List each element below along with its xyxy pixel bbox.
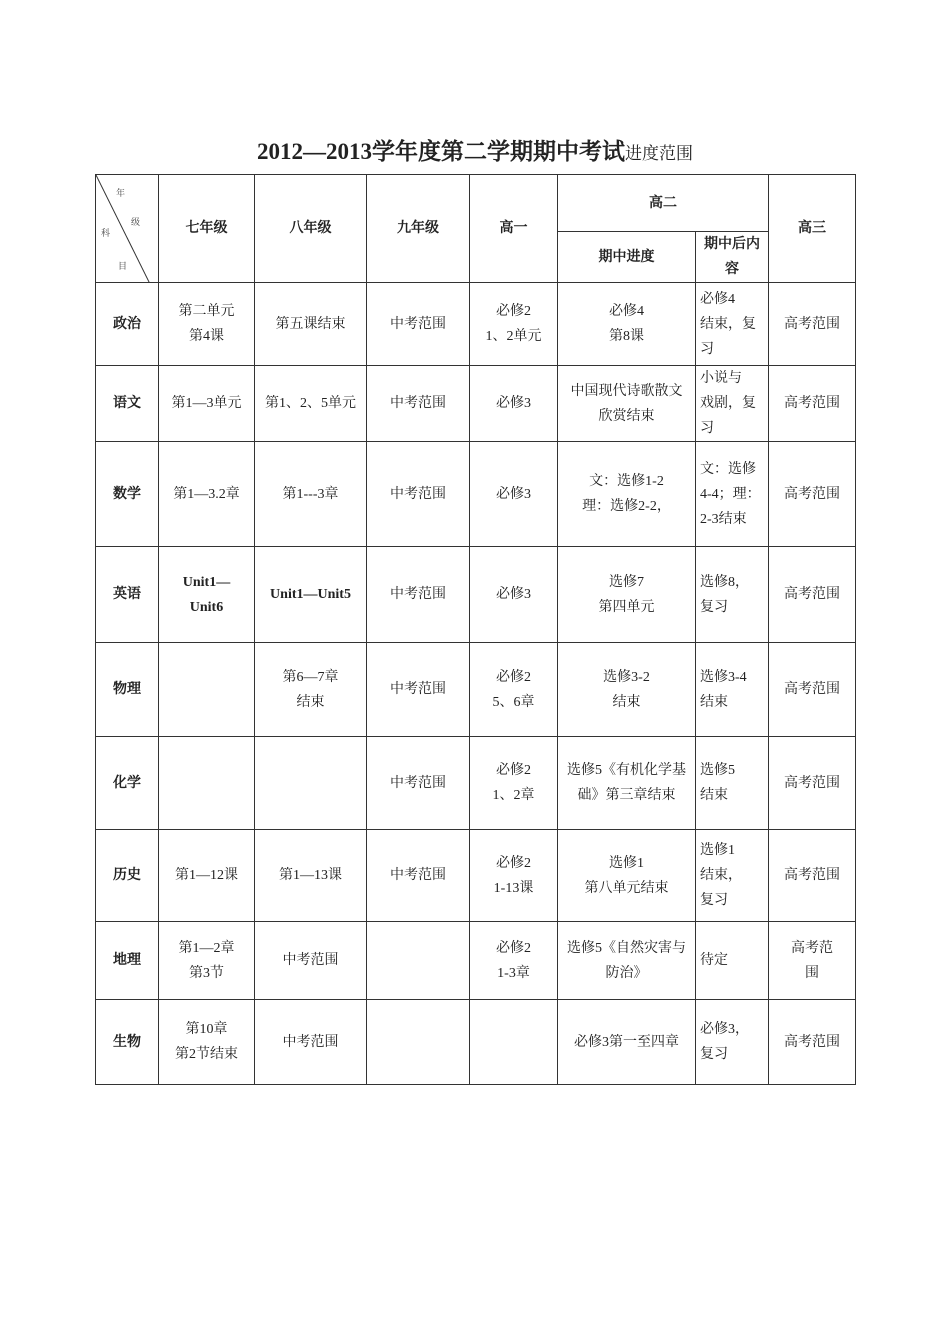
cell-grade-8 [255, 922, 367, 1000]
cell-grade-7 [159, 830, 255, 922]
table-row [96, 547, 856, 643]
cell-line: 1-13课 [493, 880, 534, 896]
cell-line: 结束 [296, 694, 325, 710]
cell-line: 必修2 [496, 940, 531, 956]
header-midterm-progress: 期中进度 [558, 232, 696, 283]
cell-line: 选修3-2 [603, 669, 650, 685]
cell-line: 结束，复 [700, 316, 756, 332]
cell-grade-9 [367, 547, 470, 643]
subject-label: 生物 [96, 1000, 159, 1085]
cell-senior-3 [769, 737, 856, 830]
cell-line: 5、6章 [492, 694, 535, 710]
cell-line: 必修3 [496, 587, 531, 602]
cell-line: 第1---3章 [282, 486, 339, 502]
header-grade-9: 九年级 [367, 175, 470, 283]
cell-line: 选修3-4 [700, 669, 747, 685]
cell-senior-3 [769, 643, 856, 737]
cell-grade-8 [255, 366, 367, 442]
cell-line: 第10章 [185, 1022, 228, 1037]
cell-senior-2-after [696, 366, 769, 442]
cell-grade-8 [255, 643, 367, 737]
cell-senior-1 [470, 737, 558, 830]
cell-line: 选修1 [609, 855, 644, 871]
header-after-midterm: 期中后内容 [696, 232, 769, 283]
cell-line: 中考范围 [390, 868, 446, 883]
cell-line: 理：选修2-2， [582, 499, 671, 514]
cell-line: 第1—2章 [178, 940, 235, 956]
cell-line: 2-3结束 [700, 511, 747, 527]
cell-grade-8 [255, 283, 367, 366]
subject-label: 历史 [96, 830, 159, 922]
cell-line: 第1—12课 [175, 868, 238, 883]
table-row [96, 1000, 856, 1085]
subject-label: 数学 [96, 442, 159, 547]
cell-line: 中考范围 [390, 775, 446, 791]
cell-line: 选修5《自然灾害与 [567, 940, 686, 956]
cell-senior-1 [470, 442, 558, 547]
cell-grade-7 [159, 922, 255, 1000]
cell-line: 选修8， [700, 574, 749, 590]
cell-line: 复习 [700, 893, 728, 908]
cell-line: Unit1—Unit5 [270, 587, 351, 602]
cell-line: 必修2 [496, 669, 531, 685]
cell-line: Unit1— [182, 574, 231, 590]
cell-senior-2-midterm [558, 1000, 696, 1085]
cell-line: 结束， [700, 868, 742, 883]
cell-line: 习 [700, 421, 714, 436]
cell-grade-9 [367, 442, 470, 547]
cell-line: 必修2 [496, 855, 531, 871]
title-main: 2012—2013学年度第二学期期中考试 [257, 139, 625, 164]
cell-grade-8 [255, 442, 367, 547]
cell-senior-2-midterm [558, 737, 696, 830]
table-row [96, 366, 856, 442]
cell-grade-9 [367, 1000, 470, 1085]
schedule-table [95, 174, 856, 1085]
cell-senior-3 [769, 922, 856, 1000]
table-row [96, 643, 856, 737]
cell-line: 高考范围 [784, 396, 840, 411]
cell-line: 第二单元 [178, 304, 235, 319]
cell-line: 选修5 [700, 763, 735, 778]
cell-line: 高考范围 [784, 1034, 840, 1050]
cell-senior-3 [769, 442, 856, 547]
cell-line: 第6—7章 [282, 669, 339, 685]
table-row [96, 737, 856, 830]
cell-line: 第1—13课 [279, 868, 342, 883]
cell-line: 中考范围 [282, 953, 339, 968]
corner-label-ke: 科 [101, 228, 111, 238]
subject-label: 地理 [96, 922, 159, 1000]
cell-line: 必修2 [496, 304, 531, 319]
cell-senior-2-midterm [558, 283, 696, 366]
cell-line: 习 [700, 341, 714, 357]
cell-line: 必修3 [496, 486, 531, 502]
cell-line: 第1、2、5单元 [265, 396, 356, 411]
cell-grade-8 [255, 1000, 367, 1085]
cell-line: 防治》 [605, 965, 648, 981]
subject-label: 英语 [96, 547, 159, 643]
header-grade-8: 八年级 [255, 175, 367, 283]
cell-grade-9 [367, 643, 470, 737]
table-row [96, 283, 856, 366]
cell-senior-2-after [696, 547, 769, 643]
cell-line: 结束 [700, 788, 728, 803]
cell-line: 必修4 [609, 304, 644, 319]
cell-line: 选修7 [609, 574, 644, 590]
cell-line: 必修3， [700, 1022, 749, 1037]
cell-grade-7 [159, 547, 255, 643]
cell-senior-2-after [696, 737, 769, 830]
cell-line: 戏剧，复 [700, 396, 756, 411]
cell-line: 必修3第一至四章 [574, 1034, 679, 1050]
cell-line: 1、2章 [492, 788, 535, 803]
corner-label-ji: 级 [131, 217, 141, 227]
cell-line: 中考范围 [390, 486, 446, 502]
cell-line: 结束 [700, 694, 728, 710]
cell-line: 高考范围 [784, 316, 840, 332]
cell-line: 第四单元 [598, 599, 655, 615]
cell-line: 第1—3.2章 [173, 486, 240, 502]
cell-line: 高考范围 [784, 587, 840, 602]
cell-senior-2-midterm [558, 442, 696, 547]
cell-line: 中考范围 [282, 1034, 339, 1050]
header-senior-3: 高三 [769, 175, 856, 283]
cell-grade-7 [159, 643, 255, 737]
page-title [0, 133, 950, 166]
cell-line: 1、2单元 [485, 329, 542, 344]
cell-senior-2-after [696, 1000, 769, 1085]
subject-label: 语文 [96, 366, 159, 442]
cell-senior-2-after [696, 283, 769, 366]
cell-senior-3 [769, 366, 856, 442]
cell-senior-2-after [696, 643, 769, 737]
header-senior-1: 高一 [470, 175, 558, 283]
cell-line: 第8课 [609, 329, 644, 344]
cell-line: 第4课 [189, 329, 224, 344]
corner-cell [96, 175, 159, 283]
cell-senior-2-after [696, 922, 769, 1000]
cell-senior-2-midterm [558, 830, 696, 922]
cell-grade-9 [367, 283, 470, 366]
cell-line: 选修5《有机化学基 [567, 763, 686, 778]
cell-senior-2-after [696, 442, 769, 547]
cell-line: 第五课结束 [275, 316, 346, 332]
cell-grade-9 [367, 366, 470, 442]
cell-senior-2-midterm [558, 922, 696, 1000]
cell-senior-2-midterm [558, 366, 696, 442]
cell-line: 复习 [700, 1047, 728, 1062]
cell-line: 4-4；理： [700, 486, 761, 502]
cell-line: 中国现代诗歌散文 [570, 383, 683, 399]
cell-senior-2-after [696, 830, 769, 922]
cell-grade-7 [159, 442, 255, 547]
cell-line: 复习 [700, 599, 728, 615]
cell-line: 围 [805, 965, 819, 981]
corner-label-nian: 年 [116, 188, 126, 198]
cell-grade-8 [255, 830, 367, 922]
cell-senior-1 [470, 922, 558, 1000]
cell-grade-9 [367, 737, 470, 830]
cell-line: 础》第三章结束 [577, 788, 676, 803]
cell-line: 欣赏结束 [598, 408, 655, 424]
header-senior-2: 高二 [558, 175, 769, 232]
cell-grade-8 [255, 547, 367, 643]
cell-line: 中考范围 [390, 587, 446, 602]
table-body [96, 283, 856, 1085]
cell-line: 高考范围 [784, 868, 840, 883]
cell-line: 必修3 [496, 396, 531, 411]
cell-line: 第八单元结束 [584, 880, 669, 896]
cell-senior-3 [769, 547, 856, 643]
cell-senior-1 [470, 830, 558, 922]
cell-grade-8 [255, 737, 367, 830]
cell-line: 高考范 [791, 940, 833, 956]
cell-senior-1 [470, 283, 558, 366]
cell-senior-2-midterm [558, 643, 696, 737]
cell-senior-2-midterm [558, 547, 696, 643]
cell-line: 文：选修 [700, 461, 756, 477]
cell-grade-7 [159, 1000, 255, 1085]
cell-grade-7 [159, 737, 255, 830]
cell-line: 选修1 [700, 843, 735, 858]
cell-line: 1-3章 [497, 965, 530, 981]
cell-grade-7 [159, 366, 255, 442]
cell-line: 中考范围 [390, 316, 446, 332]
cell-line: 小说与 [700, 371, 742, 386]
cell-line: 必修2 [496, 763, 531, 778]
cell-grade-7 [159, 283, 255, 366]
cell-line: 结束 [612, 694, 641, 710]
header-grade-7: 七年级 [159, 175, 255, 283]
cell-senior-1 [470, 547, 558, 643]
subject-label: 政治 [96, 283, 159, 366]
cell-senior-3 [769, 283, 856, 366]
cell-senior-1 [470, 1000, 558, 1085]
cell-line: 中考范围 [390, 682, 446, 697]
cell-line: 第1—3单元 [171, 396, 242, 411]
cell-senior-3 [769, 830, 856, 922]
cell-line: 文：选修1-2 [589, 474, 664, 489]
cell-senior-3 [769, 1000, 856, 1085]
subject-label: 物理 [96, 643, 159, 737]
table-row [96, 830, 856, 922]
cell-line: 必修4 [700, 291, 735, 307]
title-sub: 进度范围 [625, 144, 693, 163]
cell-grade-9 [367, 922, 470, 1000]
table-row [96, 922, 856, 1000]
cell-line: 中考范围 [390, 396, 446, 411]
cell-grade-9 [367, 830, 470, 922]
subject-label: 化学 [96, 737, 159, 830]
cell-line: 第3节 [189, 965, 224, 981]
cell-line: 高考范围 [784, 682, 840, 697]
cell-senior-1 [470, 366, 558, 442]
cell-line: Unit6 [189, 599, 224, 615]
corner-label-mu: 目 [118, 261, 128, 271]
table-row [96, 442, 856, 547]
cell-line: 待定 [700, 953, 728, 968]
cell-senior-1 [470, 643, 558, 737]
cell-line: 第2节结束 [175, 1047, 238, 1062]
cell-line: 高考范围 [784, 775, 840, 791]
cell-line: 高考范围 [784, 486, 840, 502]
